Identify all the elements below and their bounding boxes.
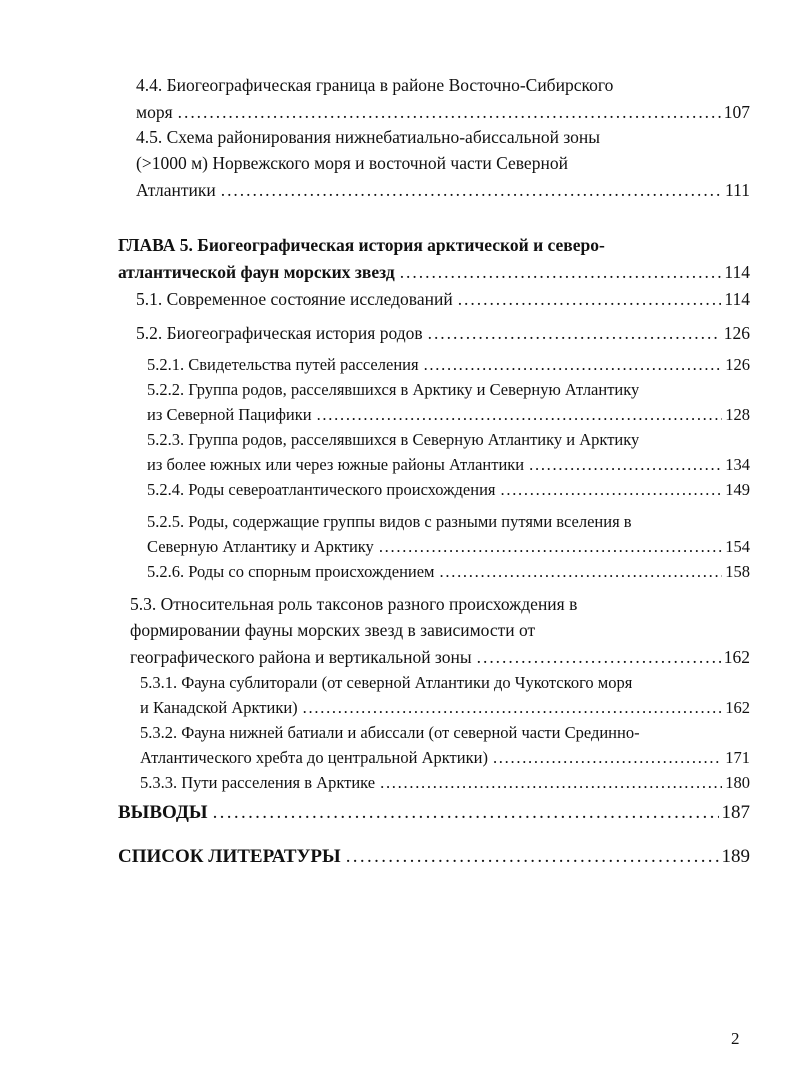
toc-4-4-line1: 4.4. Биогеографическая граница в районе Восточно-Сибирского xyxy=(136,75,614,95)
toc-entry-5-2-3[interactable] xyxy=(147,454,750,476)
dot-leader xyxy=(493,747,722,769)
toc-5-2-4-page: 149 xyxy=(725,480,750,499)
toc-entry-5-2-2[interactable] xyxy=(147,404,750,426)
toc-5-2-3-line1: 5.2.3. Группа родов, расселявшихся в Северную Атлантику и Арктику xyxy=(147,430,640,449)
toc-chapter-5-line1: ГЛАВА 5. Биогеографическая история арктической и северо- xyxy=(118,235,605,255)
toc-5-3-page: 162 xyxy=(723,647,750,667)
toc-5-3-2-line2: Атлантического хребта до центральной Арктики) xyxy=(140,748,488,767)
toc-5-2-5-page: 154 xyxy=(725,537,750,556)
toc-5-2-5-line1: 5.2.5. Роды, содержащие группы видов с разными путями вселения в xyxy=(147,512,632,531)
dot-leader xyxy=(477,646,721,668)
toc-entry-5-2-5[interactable] xyxy=(147,536,750,558)
toc-entry-conclusions[interactable] xyxy=(118,802,750,824)
toc-5-3-line1: 5.3. Относительная роль таксонов разного происхождения в xyxy=(130,594,578,614)
toc-5-2-1-text: 5.2.1. Свидетельства путей расселения xyxy=(147,355,419,374)
toc-entry-references[interactable] xyxy=(118,846,750,868)
toc-5-2-2-page: 128 xyxy=(725,405,750,424)
dot-leader xyxy=(379,536,722,558)
toc-5-2-2-line2: из Северной Пацифики xyxy=(147,405,312,424)
page-number: 2 xyxy=(731,1029,740,1048)
toc-5-3-3-text: 5.3.3. Пути расселения в Арктике xyxy=(140,773,376,792)
toc-4-5-page: 111 xyxy=(725,180,750,200)
toc-4-5-line1: 4.5. Схема районирования нижнебатиально-абиссальной зоны xyxy=(136,127,601,147)
toc-4-5-line3: Атлантики xyxy=(136,180,216,200)
toc-5-3-2-line1: 5.3.2. Фауна нижней батиали и абиссали (от северной части Срединно- xyxy=(140,723,640,742)
toc-entry-4-4[interactable] xyxy=(136,101,750,123)
dot-leader xyxy=(213,802,719,824)
toc-entry-5-3-2[interactable] xyxy=(140,747,750,769)
toc-5-2-6-page: 158 xyxy=(725,562,750,581)
toc-references-text: СПИСОК ЛИТЕРАТУРЫ xyxy=(118,846,341,867)
toc-4-5-line2: (>1000 м) Норвежского моря и восточной части Северной xyxy=(136,153,568,173)
toc-5-2-6-text: 5.2.6. Роды со спорным происхождением xyxy=(147,562,435,581)
toc-entry-5-2-6[interactable] xyxy=(147,561,750,583)
toc-5-2-3-page: 134 xyxy=(725,455,750,474)
toc-5-3-1-page: 162 xyxy=(725,698,750,717)
toc-entry-5-2-1[interactable] xyxy=(147,354,750,376)
dot-leader xyxy=(440,561,723,583)
toc-5-2-page: 126 xyxy=(723,323,750,343)
toc-5-3-line2: формировании фауны морских звезд в зависимости от xyxy=(130,620,536,640)
toc-entry-5-2[interactable] xyxy=(136,322,750,344)
dot-leader xyxy=(178,101,721,123)
toc-4-4-line2: моря xyxy=(136,102,173,122)
toc-entry-4-5[interactable] xyxy=(136,179,750,201)
toc-5-2-1-page: 126 xyxy=(725,355,750,374)
dot-leader xyxy=(501,479,723,501)
toc-entry-chapter-5[interactable] xyxy=(118,261,750,283)
toc-entry-5-3-3[interactable] xyxy=(140,772,750,794)
dot-leader xyxy=(303,697,723,719)
toc-entry-5-3-1[interactable] xyxy=(140,697,750,719)
toc-entry-5-3[interactable] xyxy=(130,646,750,668)
dot-leader xyxy=(400,261,722,283)
toc-entry-5-1[interactable] xyxy=(136,288,750,310)
toc-5-3-3-page: 180 xyxy=(725,773,750,792)
toc-5-2-5-line2: Северную Атлантику и Арктику xyxy=(147,537,374,556)
toc-5-3-1-line1: 5.3.1. Фауна сублиторали (от северной Атлантики до Чукотского моря xyxy=(140,673,633,692)
dot-leader xyxy=(221,179,722,201)
toc-5-3-line3: географического района и вертикальной зоны xyxy=(130,647,472,667)
toc-conclusions-text: ВЫВОДЫ xyxy=(118,802,208,823)
dot-leader xyxy=(424,354,723,376)
toc-5-3-2-page: 171 xyxy=(725,748,750,767)
toc-5-1-text: 5.1. Современное состояние исследований xyxy=(136,289,453,309)
toc-references-page: 189 xyxy=(721,846,750,867)
dot-leader xyxy=(317,404,723,426)
toc-5-2-text: 5.2. Биогеографическая история родов xyxy=(136,323,423,343)
dot-leader xyxy=(529,454,722,476)
toc-5-2-2-line1: 5.2.2. Группа родов, расселявшихся в Арктику и Северную Атлантику xyxy=(147,380,640,399)
toc-conclusions-page: 187 xyxy=(721,802,750,823)
dot-leader xyxy=(428,322,721,344)
toc-entry-5-2-4[interactable] xyxy=(147,479,750,501)
dot-leader xyxy=(380,772,722,794)
toc-chapter-5-line2: атлантической фаун морских звезд xyxy=(118,262,395,282)
toc-4-4-page: 107 xyxy=(723,102,750,122)
toc-5-2-3-line2: из более южных или через южные районы Атлантики xyxy=(147,455,525,474)
toc-5-1-page: 114 xyxy=(724,289,750,309)
toc-5-2-4-text: 5.2.4. Роды североатлантического происхождения xyxy=(147,480,496,499)
dot-leader xyxy=(458,288,722,310)
toc-chapter-5-page: 114 xyxy=(724,262,750,282)
dot-leader xyxy=(346,846,719,868)
toc-5-3-1-line2: и Канадской Арктики) xyxy=(140,698,298,717)
